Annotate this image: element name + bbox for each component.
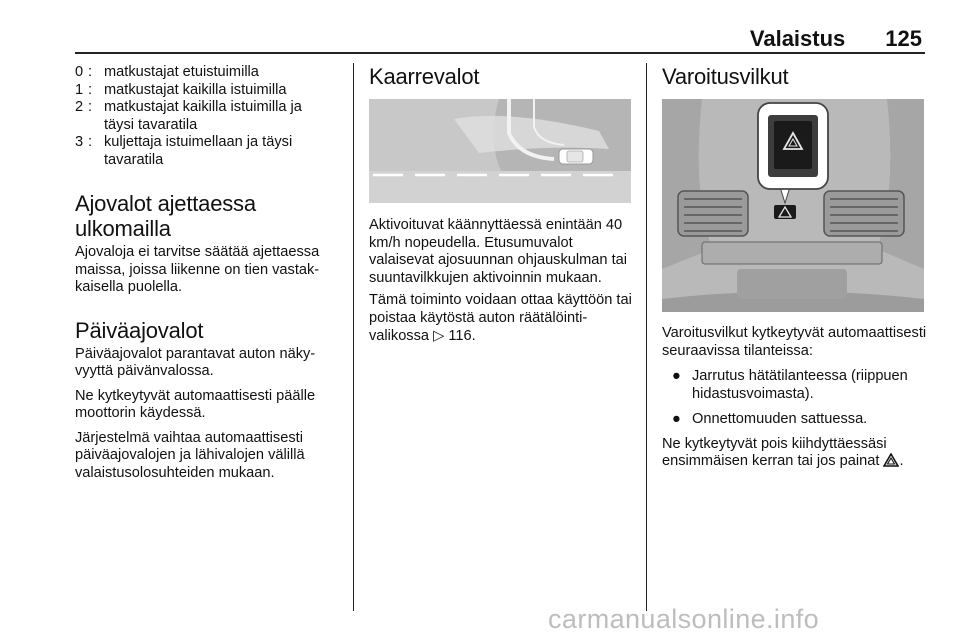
hazard-button-callout — [758, 103, 828, 189]
paragraph: Päiväajovalot parantavat auton näkyvyyttä päivänvalossa. — [75, 345, 316, 379]
list-item: 2 : matkustajat kaikilla istuimilla ja täysi tavaratila — [75, 99, 302, 133]
heading-hazard-lights: Varoitusvilkut — [662, 64, 789, 89]
list-item: ● Onnettomuuden sattuessa. — [672, 411, 868, 427]
hazard-button — [774, 205, 796, 219]
paragraph: Ne kytkeytyvät pois kiihdyttäessäsi ensimmäisen kerran tai jos painat . — [662, 436, 928, 473]
cornering-lights-illustration — [369, 99, 631, 203]
right-air-vent — [824, 191, 904, 236]
list-item: 3 : kuljettaja istuimellaan ja täysi tavaratila — [75, 134, 293, 168]
occupancy-list — [75, 64, 347, 169]
list-item: ● Jarrutus hätätilanteessa (riippuen hidastusvoimasta). — [672, 368, 908, 402]
page-number: 125 — [885, 26, 922, 51]
watermark: carmanualsonline.info — [548, 604, 820, 634]
heading-cornering-lights: Kaarrevalot — [369, 64, 480, 89]
column-2 — [369, 64, 635, 346]
paragraph: Järjestelmä vaihtaa automaattisesti päiväajovalojen ja lähivalojen välillä valaistusolosuhteiden mukaan. — [75, 429, 305, 481]
list-item: 1 : matkustajat kaikilla istuimilla — [75, 81, 287, 98]
list-item: 0 : matkustajat etuistuimilla — [75, 64, 259, 80]
page-reference-icon: ▷ — [433, 327, 445, 344]
section-title: Valaistus — [749, 26, 846, 51]
page-reference[interactable]: 116 — [448, 328, 472, 344]
header-rule — [75, 52, 925, 54]
column-divider-2 — [646, 63, 647, 611]
column-divider-1 — [353, 63, 354, 611]
page-header — [750, 26, 922, 52]
left-air-vent — [678, 191, 748, 236]
heading-daytime-lights: Päiväajovalot — [75, 317, 204, 343]
car-icon — [559, 149, 593, 164]
hazard-switch-illustration — [662, 99, 924, 312]
column-1 — [75, 64, 347, 482]
paragraph: Varoitusvilkut kytkeytyvät automaattisesti seuraavissa tilanteissa: — [662, 325, 927, 359]
paragraph: Tämä toiminto voidaan ottaa käyttöön tai poistaa käytöstä auton räätälöintivalikossa ▷ 116. — [369, 292, 632, 344]
paragraph: Ajovaloja ei tarvitse säätää ajettaessa maissa, joissa liikenne on tien vastakkaisella puolella. — [75, 244, 320, 295]
column-3 — [662, 64, 928, 473]
heading-headlights-abroad: Ajovalot ajettaessa ulkomailla — [75, 191, 256, 241]
hazard-triangle-icon — [883, 453, 899, 473]
paragraph: Ne kytkeytyvät automaattisesti päälle moottorin käydessä. — [75, 387, 316, 421]
paragraph: Aktivoituvat käännyttäessä enintään 40 km/h nopeudella. Etusumuvalot valaisevat ajosuunnan ohjauskulman tai suuntavilkkujen aktivoinnin mukaan. — [369, 217, 627, 286]
